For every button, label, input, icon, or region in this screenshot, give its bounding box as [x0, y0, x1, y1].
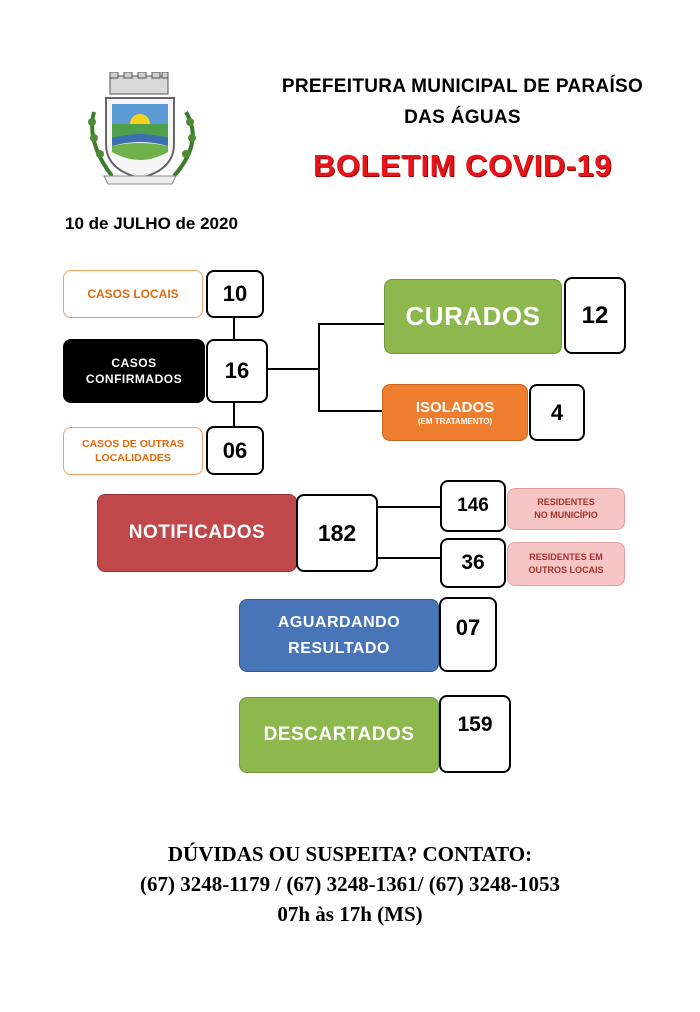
casos-outras-label	[63, 427, 203, 475]
descartados-label: DESCARTADOS	[239, 697, 439, 773]
aguardando-label-line2: RESULTADO	[288, 639, 390, 657]
casos-confirmados-label-line2: CONFIRMADOS	[85, 372, 183, 386]
contact-question: DÚVIDAS OU SUSPEITA? CONTATO:	[167, 842, 533, 866]
curados-label: CURADOS	[384, 279, 562, 354]
aguardando-label	[239, 599, 439, 672]
connector-locais-confirmados	[233, 318, 235, 340]
connector-notif-146	[378, 506, 440, 508]
casos-outras-label-line1: CASOS DE OUTRAS	[81, 437, 185, 450]
casos-outras-label-line2: LOCALIDADES	[95, 452, 171, 464]
aguardando-label-line1: AGUARDANDO	[277, 613, 401, 631]
residentes-municipio-value: 146	[440, 480, 506, 532]
bulletin-date: 10 de JULHO de 2020	[65, 214, 238, 233]
municipal-coat-of-arms-logo	[82, 72, 210, 190]
residentes-outros-label-line2: OUTROS LOCAIS	[528, 565, 604, 575]
connector-to-isolados	[318, 410, 382, 412]
notificados-label: NOTIFICADOS	[97, 494, 297, 572]
bulletin-title: BOLETIM COVID-19	[312, 148, 613, 183]
casos-confirmados-label	[63, 339, 205, 403]
isolados-value: 4	[529, 384, 585, 441]
residentes-municipio-label-line1: RESIDENTES	[537, 496, 595, 507]
isolados-label	[382, 384, 528, 441]
contact-phones: (67) 3248-1179 / (67) 3248-1361/ (67) 3248-1053	[140, 872, 560, 896]
page-title-line2: DAS ÁGUAS	[404, 107, 521, 128]
isolados-label-main: ISOLADOS	[415, 398, 495, 416]
connector-notif-36	[378, 557, 440, 559]
notificados-value: 182	[296, 494, 378, 572]
descartados-value: 159	[439, 695, 511, 773]
connector-confirmados-branch	[268, 368, 320, 370]
aguardando-value: 07	[439, 597, 497, 672]
casos-confirmados-value: 16	[206, 339, 268, 403]
residentes-outros-value: 36	[440, 538, 506, 588]
isolados-label-sub: (EM TRATAMENTO)	[417, 417, 493, 427]
casos-outras-value: 06	[206, 426, 264, 475]
residentes-outros-label	[507, 542, 625, 586]
connector-to-curados	[318, 323, 384, 325]
curados-value: 12	[564, 277, 626, 354]
contact-hours: 07h às 17h (MS)	[277, 902, 423, 926]
casos-locais-value: 10	[206, 270, 264, 318]
page-title-line1: PREFEITURA MUNICIPAL DE PARAÍSO	[281, 76, 644, 97]
residentes-municipio-label	[507, 488, 625, 530]
residentes-outros-label-line1: RESIDENTES EM	[529, 551, 603, 562]
casos-locais-label: CASOS LOCAIS	[63, 270, 203, 318]
connector-branch-vertical	[318, 323, 320, 412]
casos-confirmados-label-line1: CASOS	[111, 355, 157, 370]
residentes-municipio-label-line2: NO MUNICÍPIO	[534, 510, 598, 520]
connector-confirmados-outras	[233, 403, 235, 427]
